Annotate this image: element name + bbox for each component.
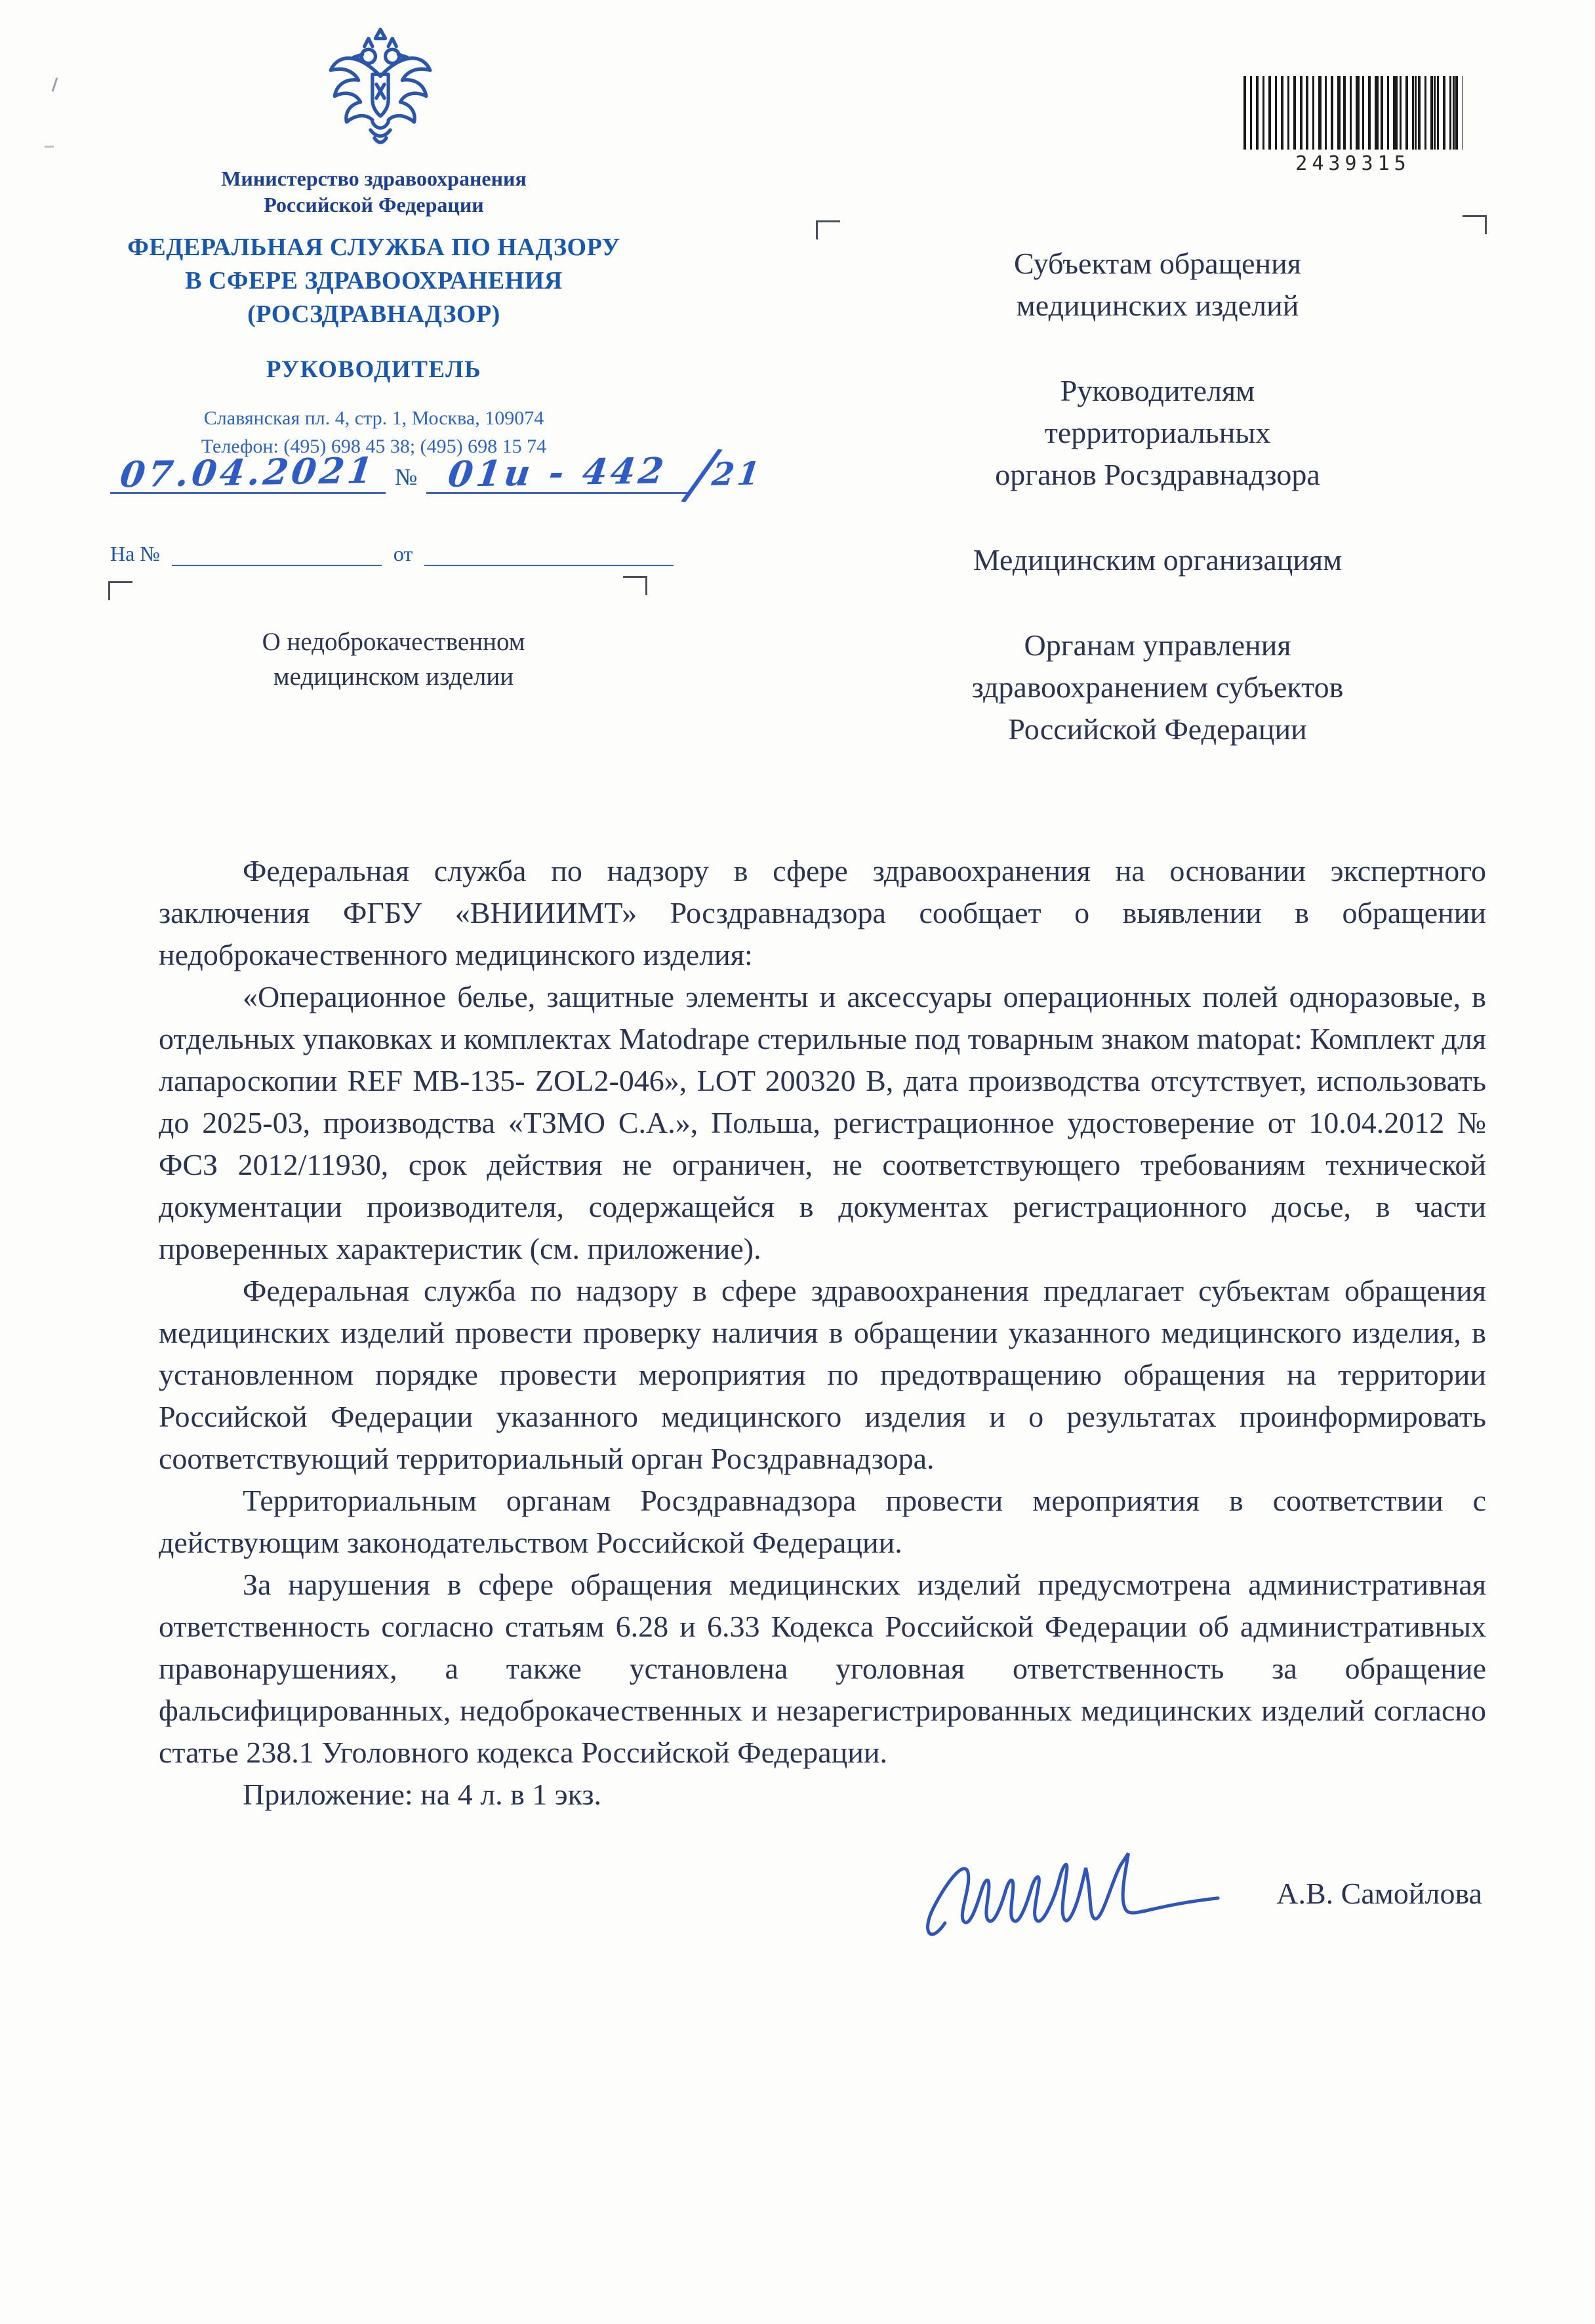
recipient-line: здравоохранением субъектов <box>971 670 1344 704</box>
recipient-group <box>833 370 1482 496</box>
recipient-group <box>833 243 1482 327</box>
handwritten-slash: / <box>682 426 719 523</box>
letter-body <box>159 850 1486 1956</box>
address-zone-corner-right <box>1463 215 1487 234</box>
subject-zone-corner-right <box>623 576 647 595</box>
ministry-line-1: Министерство здравоохранения <box>221 167 527 190</box>
subject-line-2: медицинском изделии <box>273 663 514 691</box>
number-blank <box>426 449 689 495</box>
handwritten-date: 07.04.2021 <box>117 449 378 496</box>
body-paragraph: Федеральная служба по надзору в сфере здравоохранения предлагает субъектам обращения медицинских изделий провести проверку наличия в обращении указанного медицинского изделия, в установленном порядке провести мероприятия по предотвращению обращения на территории Российской Федерации указанного медицинского изделия и о результатах проинформировать соответствующий территориальный орган Росздравнадзора. <box>159 1274 1486 1475</box>
body-paragraph: За нарушения в сфере обращения медицинских изделий предусмотрена административная ответственность согласно статьям 6.28 и 6.33 Кодекса Российской Федерации об административных правонарушениях, а также установлена уголовная ответственность за обращение фальсифицированных, недоброкачественных и незарегистрированных медицинских изделий согласно статье 238.1 Уголовного кодекса Российской Федерации. <box>159 1568 1486 1769</box>
handwritten-number: 01и - 442 <box>445 449 670 495</box>
recipient-line: Российской Федерации <box>1008 712 1307 746</box>
barcode-number: 2439315 <box>1295 152 1411 175</box>
recipient-line: Органам управления <box>1024 628 1291 662</box>
scan-artifact <box>52 77 58 92</box>
post-title: РУКОВОДИТЕЛЬ <box>266 356 482 383</box>
recipient-line: медицинских изделий <box>1016 289 1299 322</box>
ministry-name <box>79 165 669 218</box>
number-sign: № <box>395 464 418 490</box>
recipients-block <box>833 243 1482 794</box>
recipient-line: органов Росздравнадзора <box>995 458 1320 491</box>
recipient-line: Руководителям <box>1060 374 1255 407</box>
body-paragraph: Территориальным органам Росздравнадзора провести мероприятия в соответствии с действующим законодательством Российской Федерации. <box>159 1484 1486 1559</box>
handwritten-year: 21 <box>710 455 765 493</box>
scan-artifact <box>45 146 54 148</box>
recipient-group <box>833 624 1482 750</box>
subject-zone-corner-left <box>108 581 132 600</box>
barcode <box>1243 76 1463 150</box>
ministry-line-2: Российской Федерации <box>264 193 484 216</box>
signature-row <box>159 1831 1486 1956</box>
signer-name: А.В. Самойлова <box>1276 1877 1482 1910</box>
recipient-line: Субъектам обращения <box>1014 247 1301 280</box>
body-paragraph: Федеральная служба по надзору в сфере здравоохранения на основании экспертного заключения ФГБУ «ВНИИИМТ» Росздравнадзора сообщает о выявлении в обращении недоброкачественного медицинского изделия: <box>159 854 1486 971</box>
handwritten-signature <box>916 1831 1224 1956</box>
subject-block <box>184 624 603 694</box>
ref-from-label: от <box>393 542 413 565</box>
postal-address: Славянская пл. 4, стр. 1, Москва, 109074 <box>203 407 544 429</box>
service-line-3: (РОСЗДРАВНАДЗОР) <box>247 300 500 328</box>
subject-line-1: О недоброкачественном <box>262 628 525 656</box>
body-paragraph: «Операционное белье, защитные элементы и аксессуары операционных полей одноразовые, в отдельных упаковках и комплектах Matodrape стерильные под товарным знаком matopat: Комплект для лапароскопии REF MB-135- ZOL2-046», LOT 200320 B, дата производства отсутствует, использовать до 2025-03, производства «ТЗМО С.А.», Польша, регистрационное удостоверение от 10.04.2012 № ФСЗ 2012/11930, срок действия не ограничен, не соответствующего требованиям технической документации производителя, содержащейся в документах регистрационного досье, в части проверенных характеристик (см. приложение). <box>159 980 1486 1265</box>
phone-line: Телефон: (495) 698 45 38; (495) 698 15 74 <box>201 436 547 457</box>
ref-no-blank <box>172 542 382 566</box>
recipient-line: Медицинским организациям <box>973 543 1343 577</box>
coat-of-arms-emblem <box>321 25 440 157</box>
attachment-line: Приложение: на 4 л. в 1 экз. <box>243 1778 602 1811</box>
recipient-group <box>833 539 1482 581</box>
date-blank <box>110 449 386 496</box>
address-zone-corner-left <box>816 220 840 239</box>
recipient-line: территориальных <box>1044 416 1271 449</box>
ref-from-blank <box>424 542 674 566</box>
service-line-2: В СФЕРЕ ЗДРАВООХРАНЕНИЯ <box>185 267 563 295</box>
service-name <box>79 231 669 331</box>
service-line-1: ФЕДЕРАЛЬНАЯ СЛУЖБА ПО НАДЗОРУ <box>127 234 620 261</box>
ref-no-label: На № <box>110 542 160 565</box>
reference-row <box>110 542 700 566</box>
